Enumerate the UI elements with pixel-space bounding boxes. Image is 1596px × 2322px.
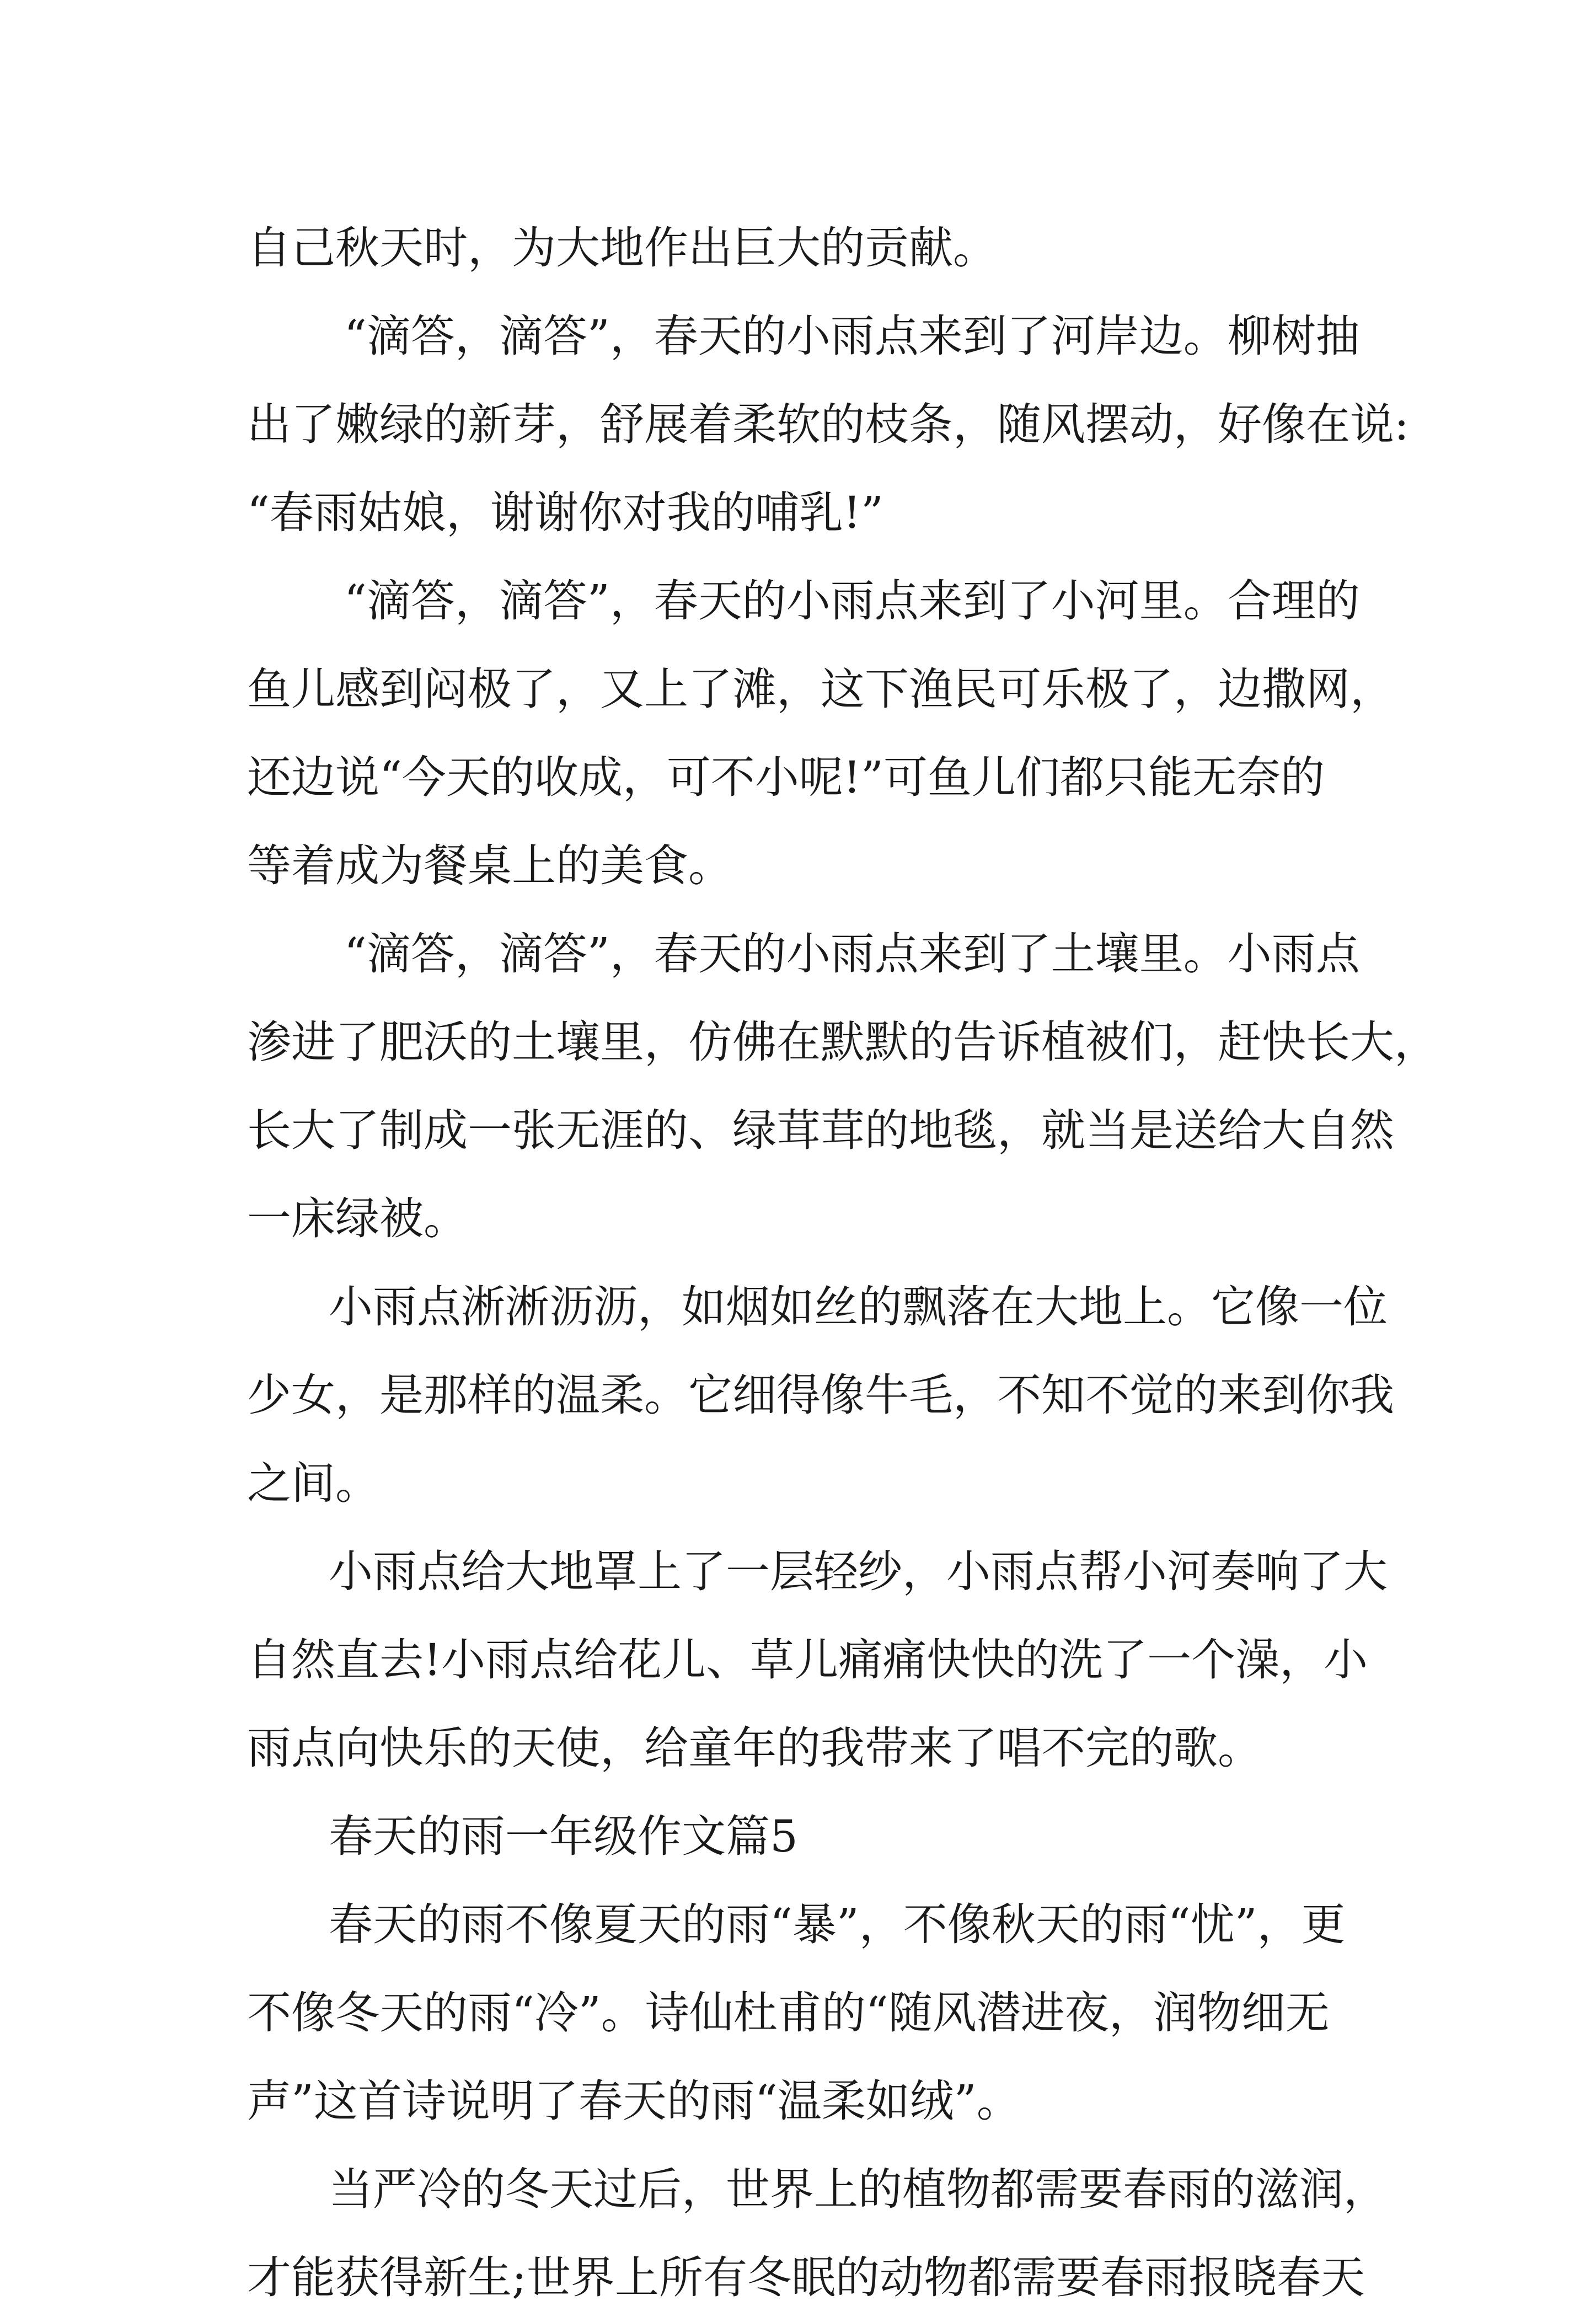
- text-line: 自然直去!小雨点给花儿、草儿痛痛快快的洗了一个澡，小: [247, 1634, 1368, 1686]
- text-line: “滴答，滴答”，春天的小雨点来到了小河里。合理的: [344, 575, 1360, 627]
- text-line: 雨点向快乐的天使，给童年的我带来了唱不完的歌。: [247, 1722, 1262, 1774]
- text-line: 还边说“今天的收成，可不小呢!”可鱼儿们都只能无奈的: [247, 752, 1325, 803]
- text-line: 小雨点淅淅沥沥，如烟如丝的飘落在大地上。它像一位: [329, 1281, 1388, 1333]
- section-heading: 春天的雨一年级作文篇5: [329, 1811, 798, 1862]
- text-line: 小雨点给大地罩上了一层轻纱，小雨点帮小河奏响了大: [329, 1546, 1388, 1597]
- text-line: 出了嫩绿的新芽，舒展着柔软的枝条，随风摆动，好像在说:: [247, 399, 1409, 450]
- text-line: 等着成为餐桌上的美食。: [247, 840, 732, 891]
- text-line: 才能获得新生;世界上所有冬眠的动物都需要春雨报晓春天: [247, 2252, 1365, 2303]
- text-line: “春雨姑娘，谢谢你对我的哺乳!”: [247, 487, 883, 538]
- text-line: 不像冬天的雨“冷”。诗仙杜甫的“随风潜进夜，润物细无: [247, 1987, 1330, 2039]
- text-line: 当严冷的冬天过后，世界上的植物都需要春雨的滋润，: [329, 2164, 1388, 2215]
- text-line: 春天的雨不像夏天的雨“暴”，不像秋天的雨“忧”，更: [329, 1899, 1346, 1950]
- text-line: 之间。: [247, 1458, 379, 1509]
- text-line: 渗进了肥沃的土壤里，仿佛在默默的告诉植被们，赶快长大，: [247, 1016, 1438, 1068]
- text-line: 声”这首诗说明了春天的雨“温柔如绒”。: [247, 2075, 1021, 2127]
- text-line: 鱼儿感到闷极了，又上了滩，这下渔民可乐极了，边撒网，: [247, 664, 1394, 715]
- text-line: “滴答，滴答”，春天的小雨点来到了土壤里。小雨点: [344, 928, 1360, 980]
- text-line: 一床绿被。: [247, 1193, 468, 1244]
- text-line: 自己秋天时，为大地作出巨大的贡献。: [247, 222, 997, 274]
- document-body: [247, 204, 1438, 2322]
- text-line: 长大了制成一张无涯的、绿茸茸的地毯，就当是送给大自然: [247, 1105, 1394, 1156]
- text-line: 少女，是那样的温柔。它细得像牛毛，不知不觉的来到你我: [247, 1369, 1394, 1421]
- text-line: “滴答，滴答”，春天的小雨点来到了河岸边。柳树抽: [344, 311, 1360, 362]
